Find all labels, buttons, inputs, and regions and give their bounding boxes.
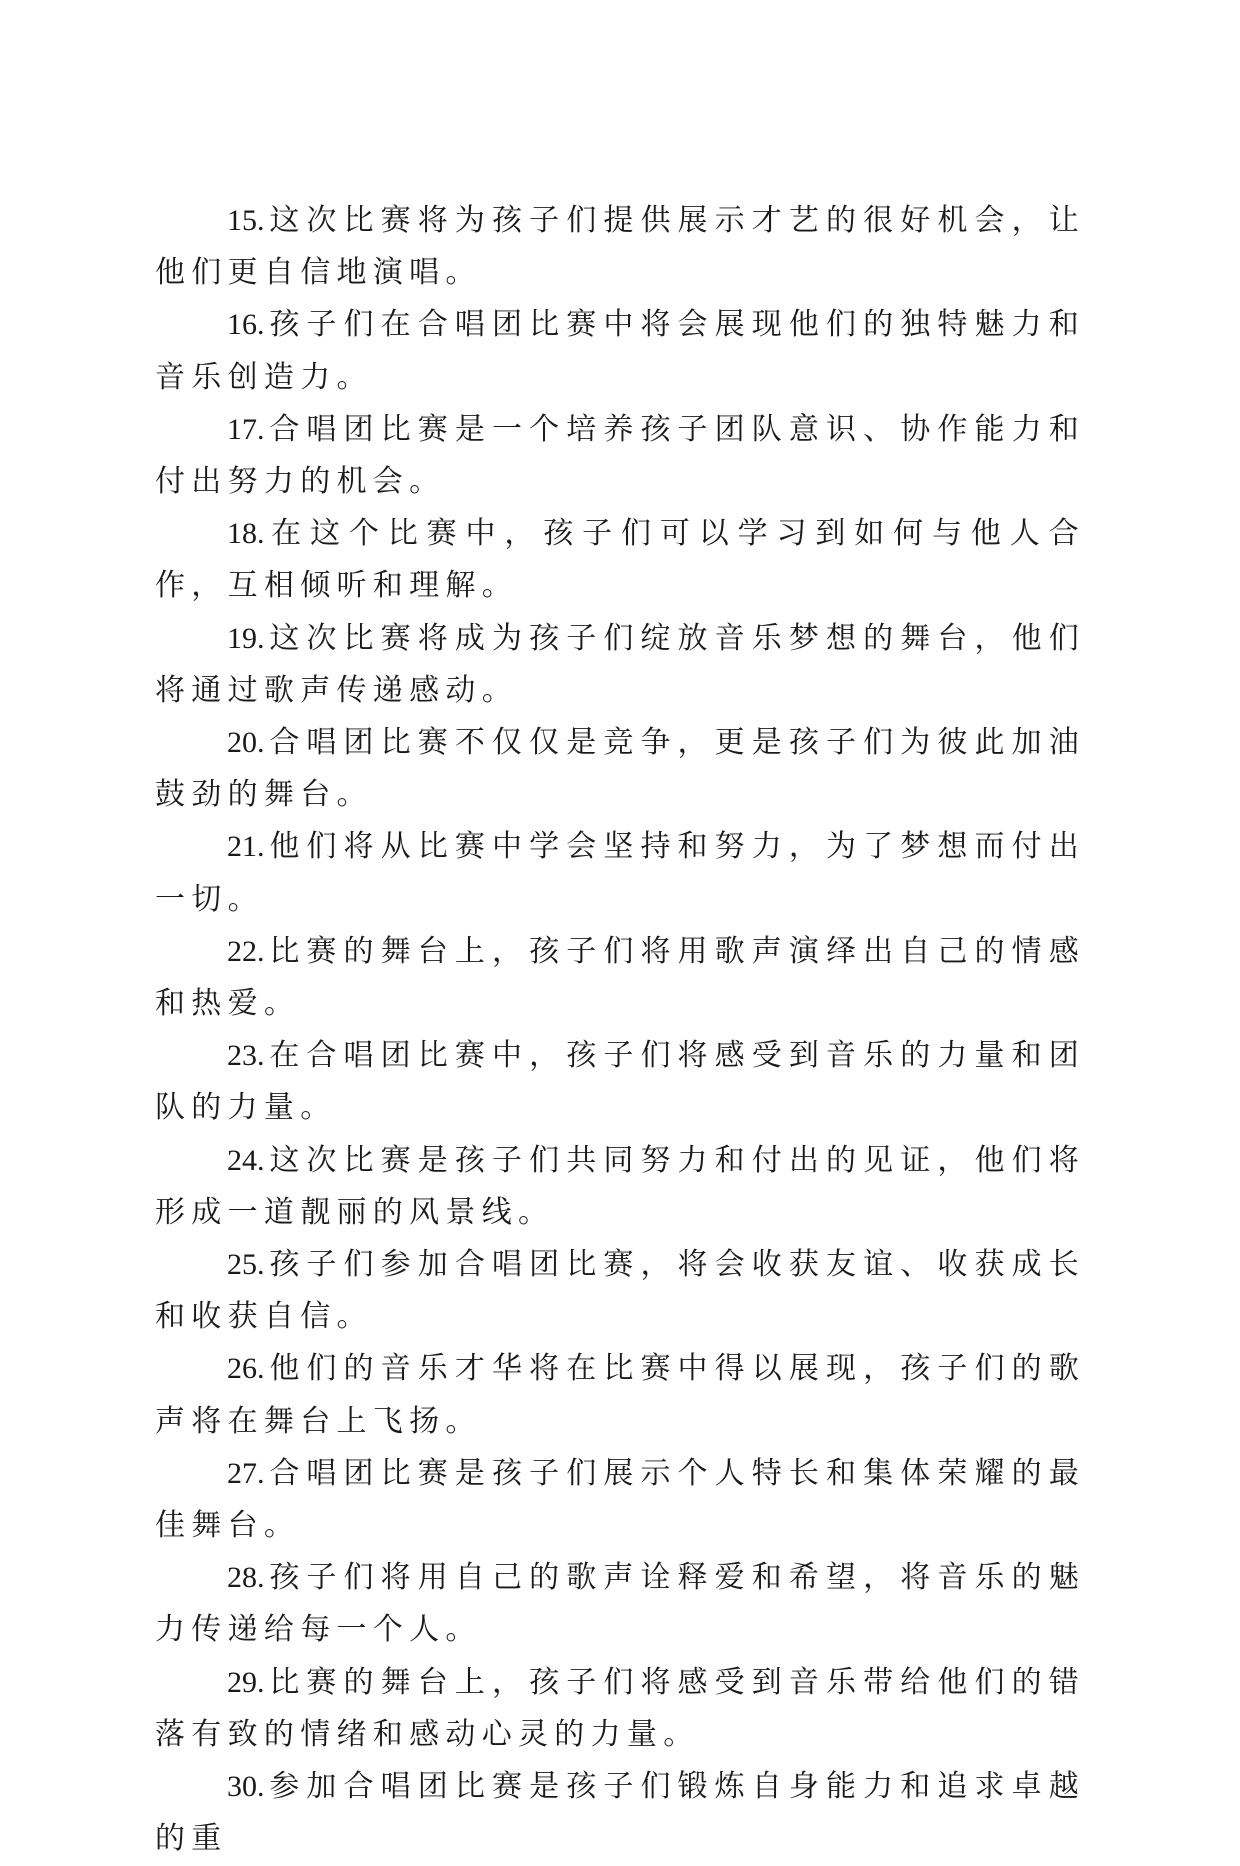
paragraph-text: 在合唱团比赛中，孩子们将感受到音乐的力量和团队的力量。 [155,1038,1085,1126]
paragraph-number: 15. [227,204,265,237]
paragraph-23 [155,1030,1085,1134]
paragraph-number: 17. [227,412,265,446]
paragraph-28 [155,1552,1085,1656]
paragraph-text: 孩子们参加合唱团比赛，将会收获友谊、收获成长和收获自信。 [155,1247,1085,1335]
paragraph-16 [155,299,1085,403]
paragraph-number: 27. [227,1456,265,1490]
paragraph-25 [155,1239,1085,1343]
paragraph-number: 30. [227,1770,265,1804]
paragraph-number: 22. [227,934,265,968]
paragraph-number: 24. [227,1143,265,1177]
paragraph-19 [155,613,1085,717]
paragraph-number: 26. [227,1352,265,1386]
paragraph-22 [155,926,1085,1030]
paragraph-text: 合唱团比赛是孩子们展示个人特长和集体荣耀的最佳舞台。 [155,1455,1085,1544]
paragraph-number: 20. [227,726,265,760]
paragraph-text: 比赛的舞台上，孩子们将用歌声演绎出自己的情感和热爱。 [155,933,1085,1022]
paragraph-15 [155,195,1085,299]
paragraph-number: 25. [227,1248,265,1282]
paragraph-number: 23. [227,1039,265,1073]
paragraph-text: 这次比赛将成为孩子们绽放音乐梦想的舞台，他们将通过歌声传递感动。 [155,620,1085,708]
paragraph-17 [155,404,1085,508]
document-body [155,195,1085,1866]
paragraph-number: 19. [227,621,265,655]
paragraph-30 [155,1761,1085,1865]
paragraph-text: 在这个比赛中，孩子们可以学习到如何与他人合作，互相倾听和理解。 [155,516,1085,604]
paragraph-text: 合唱团比赛不仅仅是竞争，更是孩子们为彼此加油鼓劲的舞台。 [155,725,1085,813]
paragraph-text: 他们的音乐才华将在比赛中得以展现，孩子们的歌声将在舞台上飞扬。 [155,1351,1085,1439]
paragraph-text: 合唱团比赛是一个培养孩子团队意识、协作能力和付出努力的机会。 [155,411,1085,500]
paragraph-text: 孩子们将用自己的歌声诠释爱和希望，将音乐的魅力传递给每一个人。 [155,1560,1085,1648]
paragraph-20 [155,717,1085,821]
paragraph-text: 这次比赛是孩子们共同努力和付出的见证，他们将形成一道靓丽的风景线。 [155,1142,1085,1230]
paragraph-text: 孩子们在合唱团比赛中将会展现他们的独特魅力和音乐创造力。 [155,307,1085,395]
paragraph-26 [155,1343,1085,1447]
paragraph-number: 21. [227,830,265,864]
paragraph-text: 他们将从比赛中学会坚持和努力，为了梦想而付出一切。 [155,829,1085,917]
paragraph-text: 参加合唱团比赛是孩子们锻炼自身能力和追求卓越的重 [155,1769,1085,1857]
paragraph-number: 28. [227,1561,265,1595]
paragraph-21 [155,821,1085,925]
paragraph-18 [155,508,1085,612]
paragraph-29 [155,1657,1085,1761]
paragraph-24 [155,1135,1085,1239]
paragraph-number: 18. [227,517,265,551]
paragraph-number: 29. [227,1665,265,1699]
paragraph-text: 比赛的舞台上，孩子们将感受到音乐带给他们的错落有致的情绪和感动心灵的力量。 [155,1664,1085,1752]
paragraph-text: 这次比赛将为孩子们提供展示才艺的很好机会，让他们更自信地演唱。 [155,203,1085,291]
paragraph-27 [155,1448,1085,1552]
paragraph-number: 16. [227,308,265,342]
